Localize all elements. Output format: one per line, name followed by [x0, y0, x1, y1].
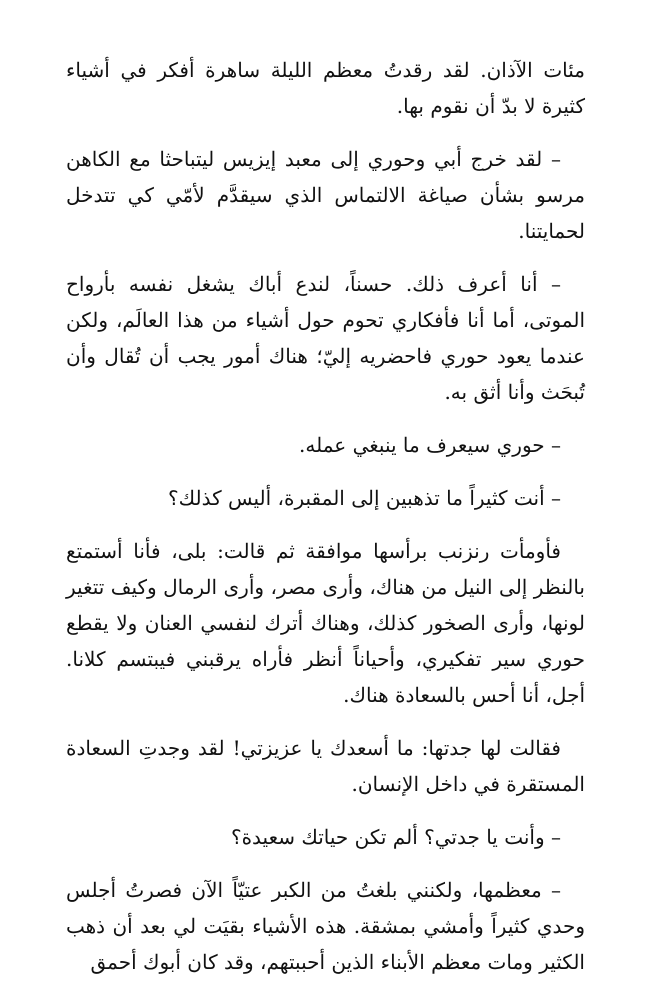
- paragraph-continuation: مئات الآذان. لقد رقدتُ معظم الليلة ساهرة أفكر في أشياء كثيرة لا بدّ أن نقوم بها.: [66, 58, 585, 118]
- paragraph-dialogue-4: – أنت كثيراً ما تذهبين إلى المقبرة، أليس كذلك؟: [168, 486, 561, 510]
- paragraph-dialogue-2: – أنا أعرف ذلك. حسناً، لندع أباك يشغل نفسه بأرواح الموتى، أما أنا فأفكاري تحوم حول أشياء من هذا العالَم، ولكن عندما يعود حوري فاحضريه إليّ؛ هناك أمور يجب أن تُقال وأن تُبحَث وأنا أثق به.: [66, 272, 585, 404]
- paragraph-dialogue-6: – معظمها، ولكنني بلغتُ من الكبر عتيّاً الآن فصرتُ أجلس وحدي كثيراً وأمشي بمشقة. هذه الأشياء بقيَت لي بعد أن ذهب الكثير ومات معظم الأبناء الذين أحببتهم، وقد كان أبوك أحمق: [66, 878, 585, 974]
- paragraph-narration-1: فأومأت رنزنب برأسها موافقة ثم قالت: بلى، فأنا أستمتع بالنظر إلى النيل من هناك، وأرى مصر، وأرى الرمال وكيف تتغير لونها، وأرى الصخور كذلك، وهناك أترك لنفسي العنان ولا يقطع حوري سير تفكيري، وأحياناً أنظر فأراه يرقبني فيبتسم كلانا. أجل، أنا أحس بالسعادة هناك.: [66, 539, 585, 707]
- paragraph-dialogue-3: – حوري سيعرف ما ينبغي عمله.: [299, 433, 561, 457]
- paragraph-narration-2: فقالت لها جدتها: ما أسعدك يا عزيزتي! لقد وجدتِ السعادة المستقرة في داخل الإنسان.: [66, 736, 585, 796]
- book-page: [66, 52, 585, 997]
- paragraph-dialogue-1: – لقد خرج أبي وحوري إلى معبد إيزيس ليتباحثا مع الكاهن مرسو بشأن صياغة الالتماس الذي سيقدَّم لأمّي كي تتدخل لحمايتنا.: [66, 147, 585, 243]
- paragraph-dialogue-5: – وأنت يا جدتي؟ ألم تكن حياتك سعيدة؟: [230, 825, 561, 849]
